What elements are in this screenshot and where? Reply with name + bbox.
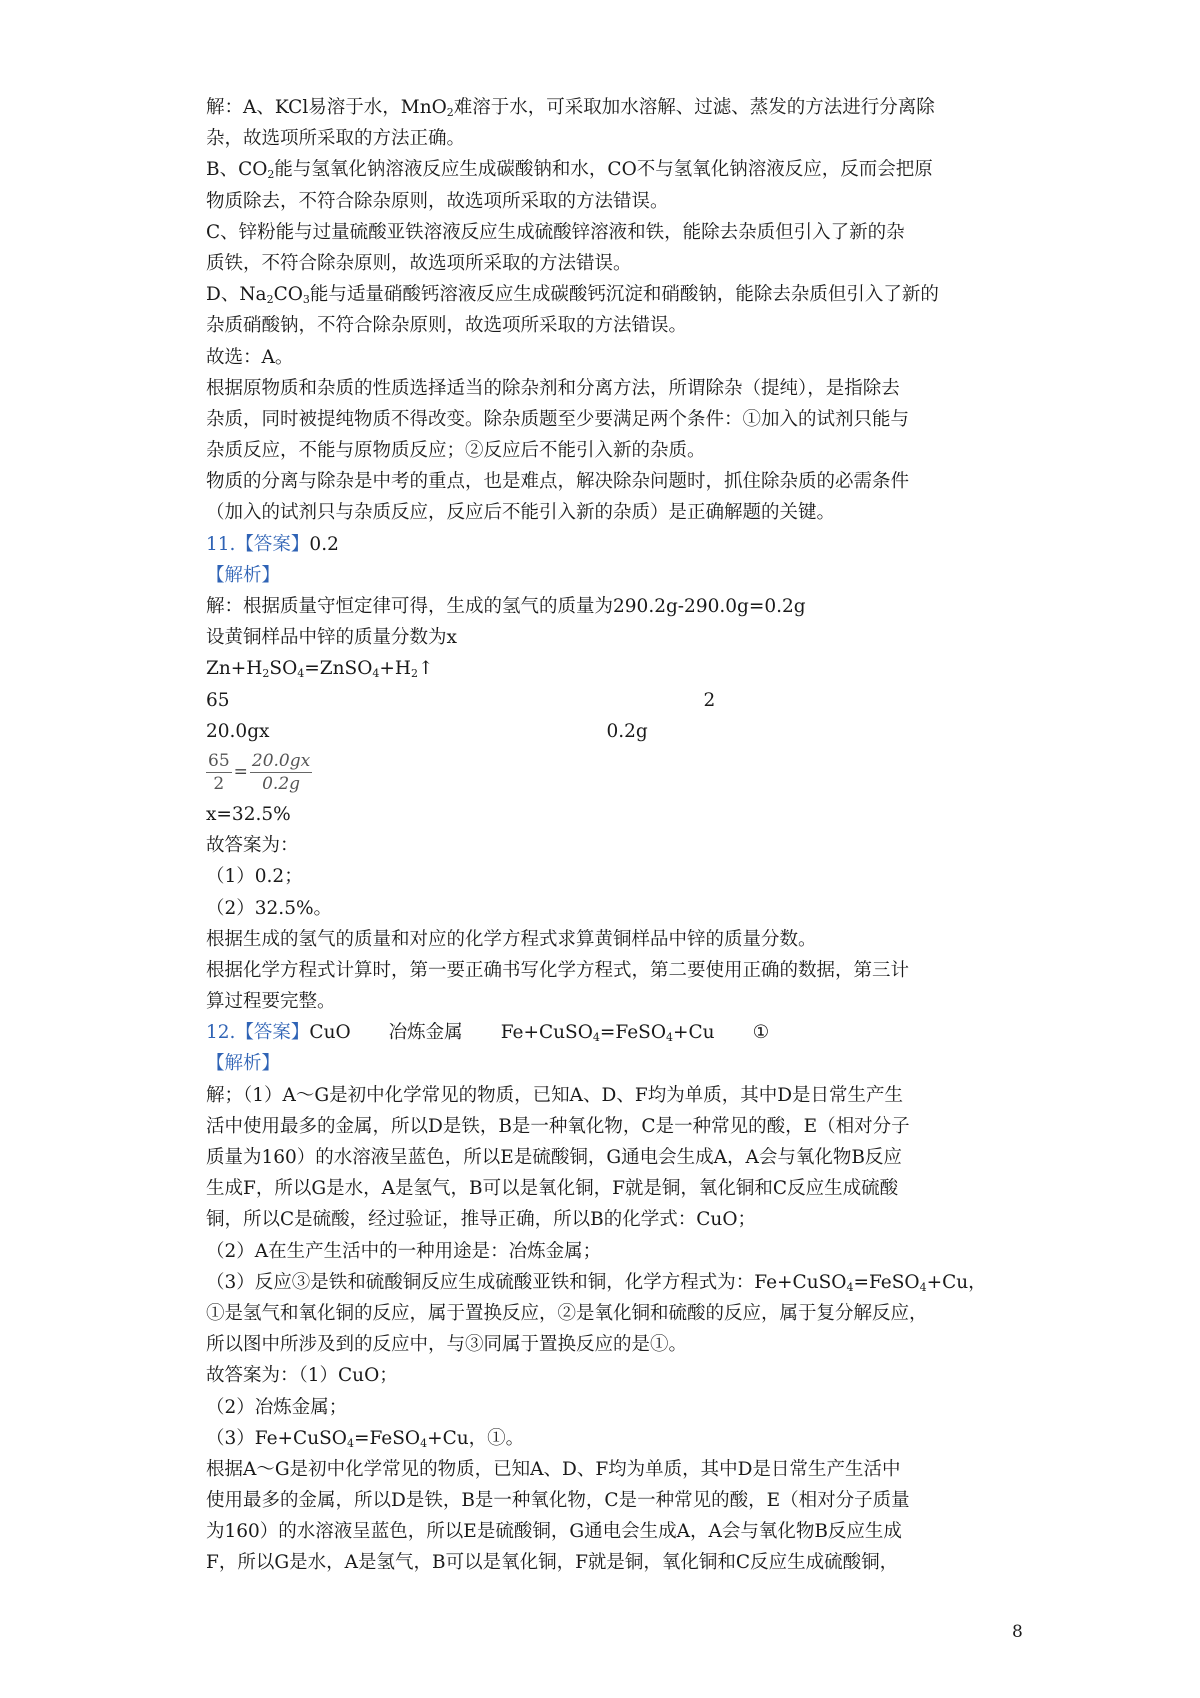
- fraction-bar: [250, 772, 312, 773]
- text-line: $Zn+H_2SO_4=ZnSO_4+H_2↑$: [206, 658, 434, 681]
- text-line: 杂质反应，不能与原物质反应；②反应后不能引入新的杂质。: [206, 440, 706, 462]
- text-line: ①是氢气和氧化铜的反应，属于置换反应，②是氧化铜和硫酸的反应，属于复分解反应，: [206, 1302, 928, 1324]
- denominator: 2: [213, 774, 225, 795]
- text-line: 算过程要完整。: [206, 991, 336, 1013]
- text-line: （3）Fe+CuSO$_4$=FeSO$_4$+Cu，①。: [206, 1427, 525, 1450]
- text-line: 故答案为：: [206, 835, 299, 857]
- text-line: 设黄铜样品中锌的质量分数为x: [206, 627, 457, 649]
- text-line: 为160）的水溶液呈蓝色，所以E是硫酸铜，G通电会生成A，A会与氧化物B反应生成: [206, 1521, 902, 1543]
- text-line: （3）反应③是铁和硫酸铜反应生成硫酸亚铁和铜，化学方程式为：Fe+CuSO$_4$=FeSO$_4$+Cu，: [206, 1271, 987, 1294]
- numerator: 20.0gx: [251, 751, 311, 772]
- fraction-equation: [206, 747, 1046, 799]
- text-line: 11.【答案】0.2: [206, 533, 339, 555]
- text-line: 20.0gx 0.2g: [206, 720, 648, 742]
- text-line: （1）0.2；: [206, 866, 303, 888]
- text-line: 铜，所以C是硫酸，经过验证，推导正确，所以B的化学式：CuO；: [206, 1209, 756, 1231]
- text-line: 质铁，不符合除杂原则，故选项所采取的方法错误。: [206, 252, 632, 274]
- denominator: 0.2g: [262, 774, 301, 795]
- text-line: C、锌粉能与过量硫酸亚铁溶液反应生成硫酸锌溶液和铁，能除去杂质但引入了新的杂: [206, 221, 905, 243]
- text-line: 根据原物质和杂质的性质选择适当的除杂剂和分离方法，所谓除杂（提纯），是指除去: [206, 377, 900, 399]
- text-line: 杂质，同时被提纯物质不得改变。除杂质题至少要满足两个条件：①加入的试剂只能与: [206, 408, 910, 430]
- fraction: [250, 751, 312, 794]
- text-line: 解：根据质量守恒定律可得，生成的氢气的质量为290.2g-290.0g=0.2g: [206, 596, 806, 617]
- text-line: （2）32.5%。: [206, 897, 333, 919]
- text-line: x=32.5%: [206, 803, 291, 825]
- text-line: 根据生成的氢气的质量和对应的化学方程式求算黄铜样品中锌的质量分数。: [206, 928, 817, 950]
- text-line: 故选：A。: [206, 346, 294, 368]
- text-line: 【解析】: [206, 564, 281, 586]
- text-line: 根据化学方程式计算时，第一要正确书写化学方程式，第二要使用正确的数据，第三计: [206, 959, 910, 981]
- text-line: 解：A、KCl易溶于水，MnO$_2$难溶于水，可采取加水溶解、过滤、蒸发的方法进行分离除: [206, 97, 935, 119]
- text-line: D、$Na_2CO_3$能与适量硝酸钙溶液反应生成碳酸钙沉淀和硝酸钠，能除去杂质但引入了新的: [206, 284, 939, 307]
- fraction-bar: [206, 772, 232, 773]
- text-line: 物质除去，不符合除杂原则，故选项所采取的方法错误。: [206, 190, 669, 212]
- text-line: F，所以G是水，A是氢气，B可以是氧化铜，F就是铜，氧化铜和C反应生成硫酸铜，: [206, 1552, 899, 1574]
- text-line: 杂，故选项所采取的方法正确。: [206, 128, 466, 150]
- equals-sign: =: [233, 762, 248, 783]
- text-line: 故答案为：（1）CuO；: [206, 1365, 398, 1387]
- text-line: 12.【答案】CuO 冶炼金属 Fe+CuSO$_4$=FeSO$_4$+Cu ①: [206, 1022, 770, 1045]
- text-line: 使用最多的金属，所以D是铁，B是一种氧化物，C是一种常见的酸，E（相对分子质量: [206, 1490, 910, 1512]
- text-line: 杂质硝酸钠，不符合除杂原则，故选项所采取的方法错误。: [206, 315, 688, 337]
- text-line: （2）A在生产生活中的一种用途是：冶炼金属；: [206, 1240, 602, 1262]
- text-line: B、$CO_2$能与氢氧化钠溶液反应生成碳酸钠和水，CO不与氢氧化钠溶液反应，反而会把原: [206, 159, 933, 182]
- text-line: （2）冶炼金属；: [206, 1396, 348, 1418]
- text-line: 质量为160）的水溶液呈蓝色，所以E是硫酸铜，G通电会生成A，A会与氧化物B反应: [206, 1147, 902, 1168]
- text-line: 活中使用最多的金属，所以D是铁，B是一种氧化物，C是一种常见的酸，E（相对分子: [206, 1115, 910, 1137]
- text-line: 【解析】: [206, 1053, 281, 1075]
- text-line: 根据A～G是初中化学常见的物质，已知A、D、F均为单质，其中D是日常生产生活中: [206, 1458, 901, 1480]
- numerator: 65: [208, 751, 230, 772]
- document-body: [206, 92, 1046, 1579]
- text-line: 解；（1）A～G是初中化学常见的物质，已知A、D、F均为单质，其中D是日常生产生: [206, 1084, 904, 1106]
- text-line: 65 2: [206, 689, 716, 711]
- page-number: 8: [1012, 1622, 1023, 1642]
- text-line: 物质的分离与除杂是中考的重点，也是难点，解决除杂问题时，抓住除杂质的必需条件: [206, 471, 910, 493]
- fraction: [206, 751, 232, 794]
- text-line: （加入的试剂只与杂质反应，反应后不能引入新的杂质）是正确解题的关键。: [206, 502, 836, 524]
- text-line: 生成F，所以G是水，A是氢气，B可以是氧化铜，F就是铜，氧化铜和C反应生成硫酸: [206, 1178, 899, 1200]
- text-line: 所以图中所涉及到的反应中，与③同属于置换反应的是①。: [206, 1334, 688, 1356]
